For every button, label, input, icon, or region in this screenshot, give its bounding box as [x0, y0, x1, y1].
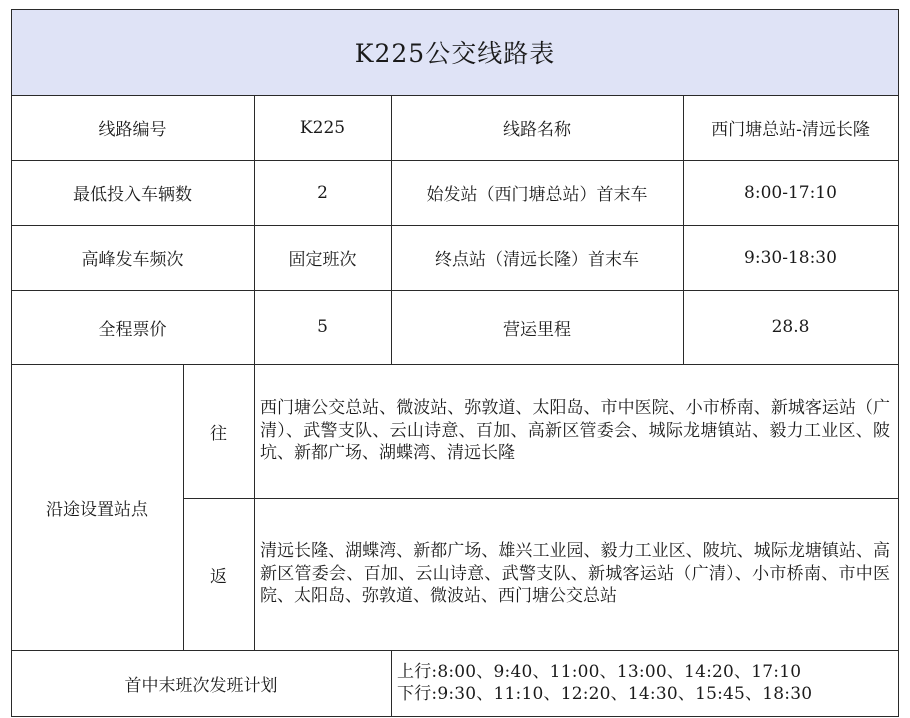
return-stops: [254, 498, 898, 650]
schedule-times: [391, 650, 898, 716]
return-label: 返: [210, 566, 227, 587]
table-title: K225公交线路表: [354, 39, 556, 68]
return-stops-text: 清远长隆、湖蝶湾、新都广场、雄兴工业园、毅力工业区、陂坑、城际龙塘镇站、高新区管委会、百加、云山诗意、武警支队、新城客运站（广清）、小市桥南、市中医院、太阳岛、弥敦道、微波站、西门塘公交总站: [260, 541, 890, 607]
outbound-stops-text: 西门塘公交总站、微波站、弥敦道、太阳岛、市中医院、小市桥南、新城客运站（广清）、武警支队、云山诗意、百加、高新区管委会、城际龙塘镇站、毅力工业区、陂坑、新都广场、湖蝶湾、清远长隆: [260, 398, 890, 464]
peak-frequency-label: 高峰发车频次: [81, 250, 184, 270]
stops-label: 沿途设置站点: [46, 499, 148, 520]
border-right: [898, 9, 899, 717]
mileage-value: 28.8: [771, 317, 810, 337]
peak-frequency-value: 固定班次: [288, 250, 357, 270]
mileage-label: 营运里程: [503, 319, 571, 340]
min-vehicles-value: 2: [317, 182, 328, 203]
border-bottom: [11, 716, 899, 717]
schedule-up: 上行:8:00、9:40、11:00、13:00、14:20、17:10: [397, 662, 802, 682]
route-name-value: 西门塘总站-清远长隆: [711, 120, 870, 140]
outbound-label: 往: [210, 423, 227, 444]
terminal-times-value: 9:30-18:30: [744, 247, 837, 268]
origin-times-label: 始发站（西门塘总站）首末车: [426, 185, 648, 205]
route-number-value: K225: [299, 117, 346, 138]
schedule-label: 首中末班次发班计划: [124, 675, 278, 696]
schedule-down: 下行:9:30、11:10、12:20、14:30、15:45、18:30: [397, 684, 813, 704]
min-vehicles-label: 最低投入车辆数: [73, 185, 192, 205]
fare-label: 全程票价: [98, 319, 167, 340]
terminal-times-label: 终点站（清远长隆）首末车: [435, 250, 639, 270]
outbound-stops: [254, 364, 898, 498]
origin-times-value: 8:00-17:10: [744, 182, 837, 203]
route-name-label: 线路名称: [503, 120, 571, 140]
route-number-label: 线路编号: [98, 120, 167, 140]
fare-value: 5: [317, 317, 328, 337]
